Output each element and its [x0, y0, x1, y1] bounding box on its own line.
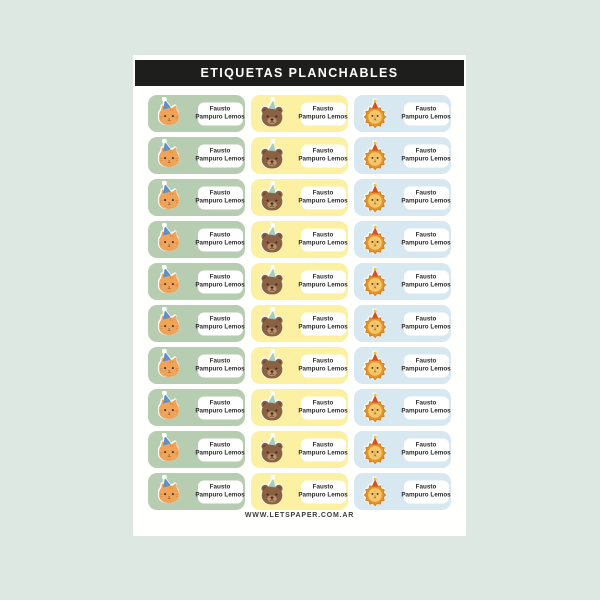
- last-name: Pampuro Lemos: [298, 407, 348, 415]
- name-label-sticker: [251, 473, 348, 510]
- name-box: [401, 396, 451, 419]
- animal-illustration: [362, 350, 388, 381]
- animal-illustration: [259, 98, 285, 129]
- name-label-sticker: [148, 137, 245, 174]
- animal-illustration: [259, 308, 285, 339]
- first-name: Fausto: [312, 399, 334, 407]
- name-box: [401, 228, 451, 251]
- website-url: WWW.LETSPAPER.COM.AR: [244, 512, 355, 519]
- first-name: Fausto: [209, 189, 231, 197]
- last-name: Pampuro Lemos: [298, 155, 348, 163]
- name-label-sticker: [148, 389, 245, 426]
- last-name: Pampuro Lemos: [298, 239, 348, 247]
- first-name: Fausto: [312, 273, 334, 281]
- last-name: Pampuro Lemos: [298, 323, 348, 331]
- labels-grid: [148, 95, 451, 510]
- first-name: Fausto: [312, 231, 334, 239]
- animal-illustration: [362, 224, 388, 255]
- first-name: Fausto: [209, 231, 231, 239]
- first-name: Fausto: [209, 441, 231, 449]
- name-box: [195, 228, 245, 251]
- last-name: Pampuro Lemos: [298, 281, 348, 289]
- cat-party-hat-icon: [156, 350, 182, 381]
- last-name: Pampuro Lemos: [195, 323, 245, 331]
- name-box: [195, 312, 245, 335]
- name-box: [195, 438, 245, 461]
- name-box: [195, 480, 245, 503]
- animal-illustration: [156, 434, 182, 465]
- lion-party-hat-icon: [362, 434, 388, 465]
- first-name: Fausto: [415, 273, 437, 281]
- name-label-sticker: [148, 95, 245, 132]
- animal-illustration: [156, 392, 182, 423]
- name-box: [298, 144, 348, 167]
- name-label-sticker: [251, 431, 348, 468]
- animal-illustration: [259, 392, 285, 423]
- name-box: [298, 480, 348, 503]
- cat-party-hat-icon: [156, 434, 182, 465]
- first-name: Fausto: [415, 399, 437, 407]
- cat-party-hat-icon: [156, 140, 182, 171]
- name-label-sticker: [354, 263, 451, 300]
- cat-party-hat-icon: [156, 392, 182, 423]
- cat-party-hat-icon: [156, 308, 182, 339]
- name-label-sticker: [148, 473, 245, 510]
- lion-party-hat-icon: [362, 98, 388, 129]
- cat-party-hat-icon: [156, 182, 182, 213]
- animal-illustration: [156, 182, 182, 213]
- first-name: Fausto: [209, 357, 231, 365]
- first-name: Fausto: [312, 315, 334, 323]
- animal-illustration: [362, 476, 388, 507]
- first-name: Fausto: [209, 315, 231, 323]
- first-name: Fausto: [312, 357, 334, 365]
- name-box: [298, 186, 348, 209]
- name-label-sticker: [354, 347, 451, 384]
- animal-illustration: [156, 140, 182, 171]
- animal-illustration: [259, 266, 285, 297]
- name-box: [195, 144, 245, 167]
- last-name: Pampuro Lemos: [401, 281, 451, 289]
- name-label-sticker: [354, 389, 451, 426]
- name-box: [298, 396, 348, 419]
- animal-illustration: [362, 182, 388, 213]
- first-name: Fausto: [415, 231, 437, 239]
- name-label-sticker: [251, 179, 348, 216]
- animal-illustration: [259, 140, 285, 171]
- last-name: Pampuro Lemos: [401, 155, 451, 163]
- first-name: Fausto: [312, 105, 334, 113]
- first-name: Fausto: [415, 441, 437, 449]
- lion-party-hat-icon: [362, 140, 388, 171]
- lion-party-hat-icon: [362, 476, 388, 507]
- name-box: [401, 144, 451, 167]
- name-box: [401, 102, 451, 125]
- name-label-sticker: [148, 347, 245, 384]
- last-name: Pampuro Lemos: [298, 491, 348, 499]
- last-name: Pampuro Lemos: [401, 491, 451, 499]
- first-name: Fausto: [415, 483, 437, 491]
- first-name: Fausto: [209, 273, 231, 281]
- animal-illustration: [362, 266, 388, 297]
- first-name: Fausto: [312, 483, 334, 491]
- name-box: [195, 186, 245, 209]
- last-name: Pampuro Lemos: [298, 365, 348, 373]
- bear-party-hat-icon: [259, 266, 285, 297]
- last-name: Pampuro Lemos: [298, 449, 348, 457]
- bear-party-hat-icon: [259, 182, 285, 213]
- last-name: Pampuro Lemos: [195, 491, 245, 499]
- last-name: Pampuro Lemos: [401, 197, 451, 205]
- last-name: Pampuro Lemos: [195, 155, 245, 163]
- label-sheet: [133, 55, 466, 536]
- animal-illustration: [259, 224, 285, 255]
- cat-party-hat-icon: [156, 224, 182, 255]
- name-label-sticker: [251, 95, 348, 132]
- animal-illustration: [156, 308, 182, 339]
- bear-party-hat-icon: [259, 476, 285, 507]
- name-box: [298, 438, 348, 461]
- name-label-sticker: [251, 305, 348, 342]
- name-label-sticker: [148, 263, 245, 300]
- first-name: Fausto: [415, 357, 437, 365]
- sheet-title-bar: [135, 60, 464, 86]
- first-name: Fausto: [209, 399, 231, 407]
- animal-illustration: [156, 476, 182, 507]
- animal-illustration: [362, 308, 388, 339]
- name-label-sticker: [148, 179, 245, 216]
- name-label-sticker: [251, 263, 348, 300]
- cat-party-hat-icon: [156, 266, 182, 297]
- name-label-sticker: [251, 389, 348, 426]
- name-box: [401, 270, 451, 293]
- name-label-sticker: [354, 95, 451, 132]
- bear-party-hat-icon: [259, 140, 285, 171]
- name-box: [195, 102, 245, 125]
- name-box: [401, 186, 451, 209]
- name-label-sticker: [251, 347, 348, 384]
- lion-party-hat-icon: [362, 392, 388, 423]
- name-label-sticker: [251, 221, 348, 258]
- bear-party-hat-icon: [259, 98, 285, 129]
- animal-illustration: [362, 434, 388, 465]
- animal-illustration: [259, 182, 285, 213]
- animal-illustration: [362, 392, 388, 423]
- bear-party-hat-icon: [259, 434, 285, 465]
- last-name: Pampuro Lemos: [401, 407, 451, 415]
- last-name: Pampuro Lemos: [298, 197, 348, 205]
- name-label-sticker: [354, 305, 451, 342]
- name-box: [298, 228, 348, 251]
- name-box: [298, 270, 348, 293]
- lion-party-hat-icon: [362, 308, 388, 339]
- name-label-sticker: [148, 305, 245, 342]
- sheet-title: ETIQUETAS PLANCHABLES: [200, 66, 399, 80]
- last-name: Pampuro Lemos: [195, 113, 245, 121]
- name-box: [195, 270, 245, 293]
- animal-illustration: [362, 140, 388, 171]
- last-name: Pampuro Lemos: [195, 239, 245, 247]
- name-box: [401, 354, 451, 377]
- bear-party-hat-icon: [259, 392, 285, 423]
- last-name: Pampuro Lemos: [401, 113, 451, 121]
- animal-illustration: [156, 266, 182, 297]
- bear-party-hat-icon: [259, 350, 285, 381]
- animal-illustration: [259, 434, 285, 465]
- first-name: Fausto: [312, 441, 334, 449]
- last-name: Pampuro Lemos: [195, 449, 245, 457]
- animal-illustration: [362, 98, 388, 129]
- last-name: Pampuro Lemos: [401, 449, 451, 457]
- first-name: Fausto: [209, 147, 231, 155]
- name-box: [195, 354, 245, 377]
- lion-party-hat-icon: [362, 182, 388, 213]
- last-name: Pampuro Lemos: [195, 197, 245, 205]
- animal-illustration: [156, 98, 182, 129]
- cat-party-hat-icon: [156, 476, 182, 507]
- name-box: [298, 102, 348, 125]
- name-label-sticker: [251, 137, 348, 174]
- first-name: Fausto: [415, 105, 437, 113]
- last-name: Pampuro Lemos: [401, 365, 451, 373]
- name-label-sticker: [354, 473, 451, 510]
- animal-illustration: [156, 224, 182, 255]
- first-name: Fausto: [312, 147, 334, 155]
- name-box: [401, 438, 451, 461]
- lion-party-hat-icon: [362, 224, 388, 255]
- last-name: Pampuro Lemos: [401, 239, 451, 247]
- last-name: Pampuro Lemos: [195, 281, 245, 289]
- name-box: [298, 354, 348, 377]
- name-label-sticker: [148, 221, 245, 258]
- bear-party-hat-icon: [259, 224, 285, 255]
- first-name: Fausto: [415, 315, 437, 323]
- name-label-sticker: [354, 221, 451, 258]
- name-label-sticker: [354, 137, 451, 174]
- animal-illustration: [259, 476, 285, 507]
- name-box: [298, 312, 348, 335]
- bear-party-hat-icon: [259, 308, 285, 339]
- first-name: Fausto: [312, 189, 334, 197]
- lion-party-hat-icon: [362, 266, 388, 297]
- name-label-sticker: [148, 431, 245, 468]
- name-label-sticker: [354, 431, 451, 468]
- name-box: [401, 480, 451, 503]
- last-name: Pampuro Lemos: [195, 407, 245, 415]
- animal-illustration: [259, 350, 285, 381]
- name-box: [401, 312, 451, 335]
- cat-party-hat-icon: [156, 98, 182, 129]
- first-name: Fausto: [415, 147, 437, 155]
- name-box: [195, 396, 245, 419]
- last-name: Pampuro Lemos: [298, 113, 348, 121]
- last-name: Pampuro Lemos: [195, 365, 245, 373]
- animal-illustration: [156, 350, 182, 381]
- first-name: Fausto: [209, 105, 231, 113]
- last-name: Pampuro Lemos: [401, 323, 451, 331]
- first-name: Fausto: [415, 189, 437, 197]
- first-name: Fausto: [209, 483, 231, 491]
- lion-party-hat-icon: [362, 350, 388, 381]
- name-label-sticker: [354, 179, 451, 216]
